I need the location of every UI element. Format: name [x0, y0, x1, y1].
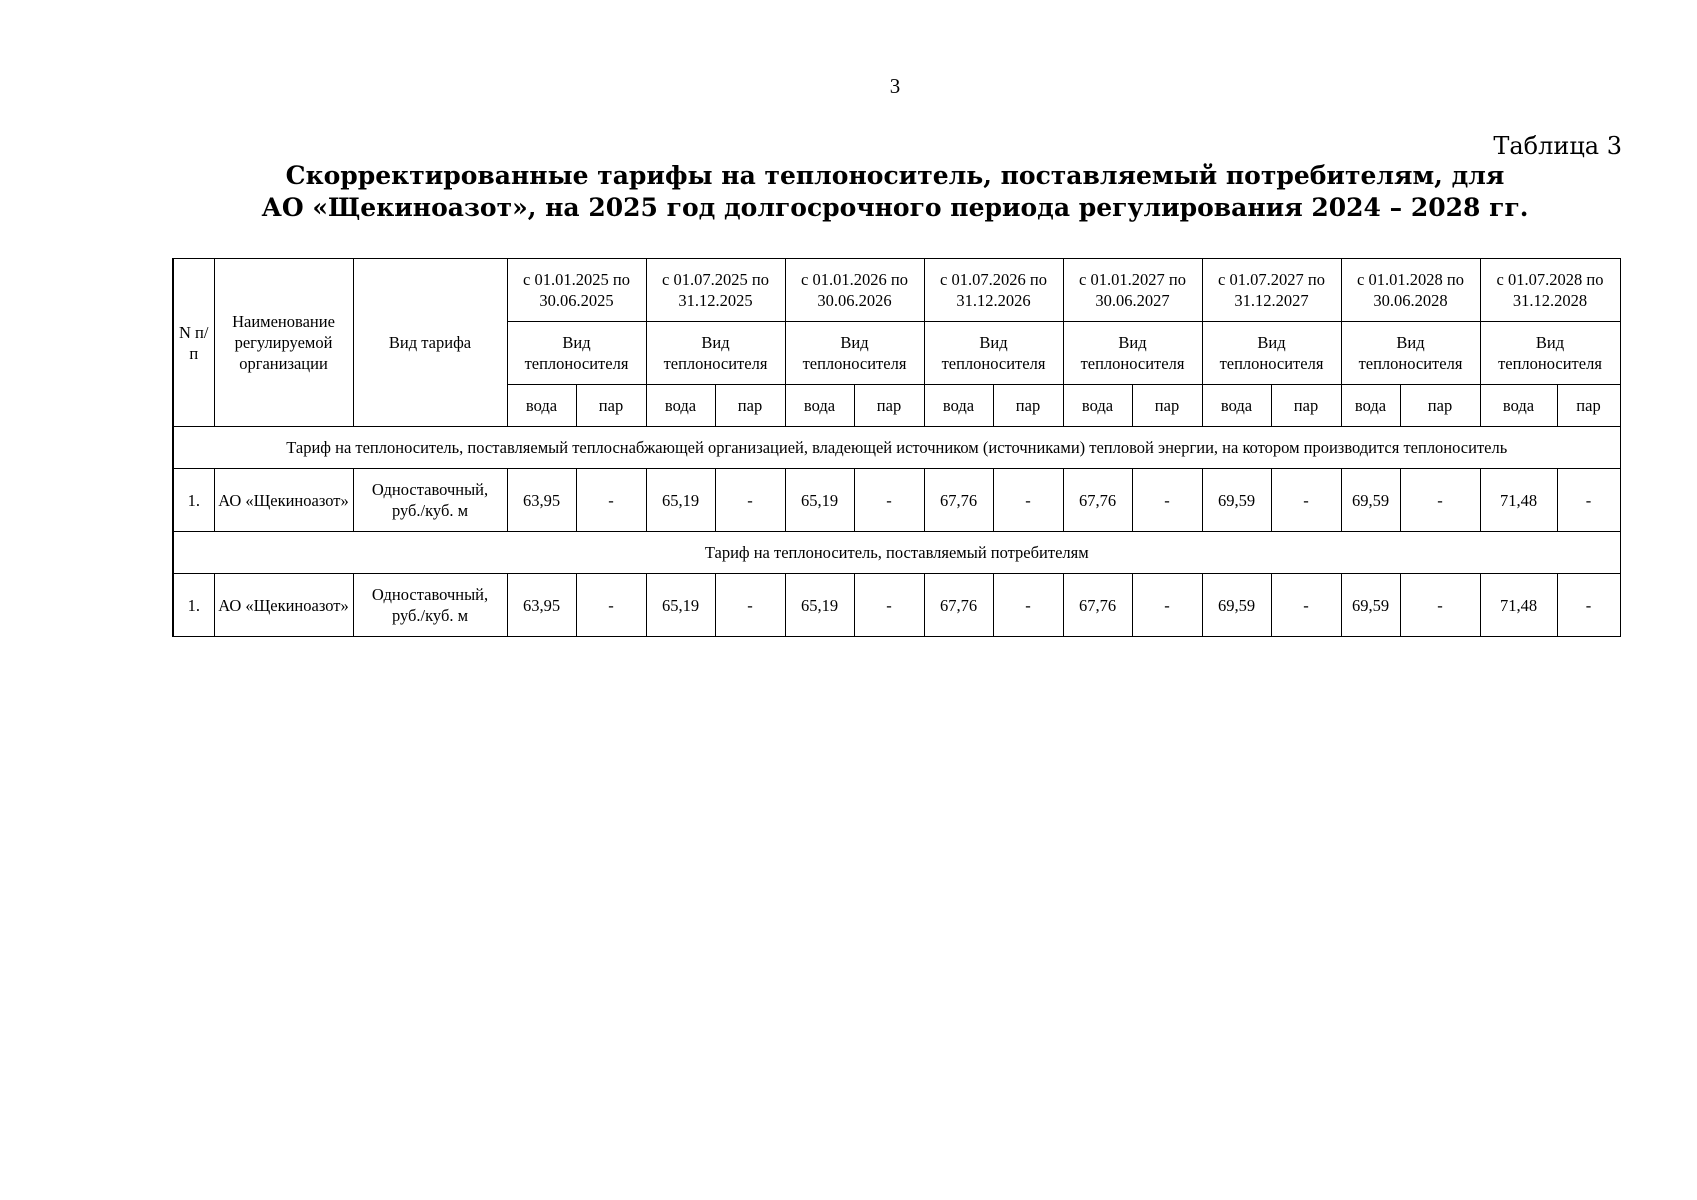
row-value: - [1400, 469, 1480, 532]
row-value: - [1132, 574, 1202, 637]
header-steam: пар [1557, 385, 1620, 427]
row-value: - [993, 574, 1063, 637]
row-value: 71,48 [1480, 574, 1557, 637]
header-water: вода [1341, 385, 1400, 427]
header-water: вода [785, 385, 854, 427]
row-value: - [1400, 574, 1480, 637]
header-water: вода [924, 385, 993, 427]
header-period: с 01.01.2025 по 30.06.2025 [507, 259, 646, 322]
section-row [173, 532, 1620, 574]
row-value: 67,76 [924, 574, 993, 637]
header-row-periods [173, 259, 1620, 322]
row-value: - [715, 469, 785, 532]
row-org: АО «Щекиноазот» [214, 574, 353, 637]
row-value: 63,95 [507, 574, 576, 637]
row-value: 65,19 [785, 469, 854, 532]
header-carrier-type: Вид теплоносителя [646, 322, 785, 385]
header-steam: пар [993, 385, 1063, 427]
section-row [173, 427, 1620, 469]
row-value: 65,19 [646, 574, 715, 637]
row-value: 69,59 [1202, 469, 1271, 532]
header-steam: пар [715, 385, 785, 427]
header-period: с 01.07.2028 по 31.12.2028 [1480, 259, 1620, 322]
row-value: - [1557, 574, 1620, 637]
row-num: 1. [173, 469, 214, 532]
row-value: - [854, 469, 924, 532]
table-row [173, 469, 1620, 532]
row-value: - [1132, 469, 1202, 532]
section-title: Тариф на теплоноситель, поставляемый потребителям [173, 532, 1620, 574]
header-org: Наименование регулируемой организации [214, 259, 353, 427]
header-period: с 01.07.2025 по 31.12.2025 [646, 259, 785, 322]
header-carrier-type: Вид теплоносителя [924, 322, 1063, 385]
title-line-2: АО «Щекиноазот», на 2025 год долгосрочного периода регулирования 2024 – 2028 гг. [261, 193, 1529, 222]
row-tariff: Одноставочный, руб./куб. м [353, 574, 507, 637]
header-water: вода [507, 385, 576, 427]
row-value: 69,59 [1202, 574, 1271, 637]
section-title: Тариф на теплоноситель, поставляемый теплоснабжающей организацией, владеющей источником (источниками) тепловой энергии, на котором производится теплоноситель [173, 427, 1620, 469]
page-number: 3 [889, 74, 901, 98]
header-carrier-type: Вид теплоносителя [1480, 322, 1620, 385]
row-tariff: Одноставочный, руб./куб. м [353, 469, 507, 532]
row-value: 69,59 [1341, 574, 1400, 637]
table-row [173, 574, 1620, 637]
header-carrier-type: Вид теплоносителя [1202, 322, 1341, 385]
header-period: с 01.01.2028 по 30.06.2028 [1341, 259, 1480, 322]
row-value: - [715, 574, 785, 637]
header-carrier-type: Вид теплоносителя [785, 322, 924, 385]
row-value: - [1271, 574, 1341, 637]
header-period: с 01.01.2026 по 30.06.2026 [785, 259, 924, 322]
header-steam: пар [1271, 385, 1341, 427]
header-carrier-type: Вид теплоносителя [507, 322, 646, 385]
row-org: АО «Щекиноазот» [214, 469, 353, 532]
header-carrier-type: Вид теплоносителя [1341, 322, 1480, 385]
row-value: 65,19 [785, 574, 854, 637]
row-value: 65,19 [646, 469, 715, 532]
header-steam: пар [1132, 385, 1202, 427]
header-water: вода [1063, 385, 1132, 427]
header-water: вода [1202, 385, 1271, 427]
header-carrier-type: Вид теплоносителя [1063, 322, 1202, 385]
row-value: - [576, 574, 646, 637]
header-period: с 01.01.2027 по 30.06.2027 [1063, 259, 1202, 322]
table-label: Таблица 3 [1493, 132, 1622, 160]
header-period: с 01.07.2026 по 31.12.2026 [924, 259, 1063, 322]
header-num: N п/п [173, 259, 214, 427]
row-value: 67,76 [1063, 469, 1132, 532]
header-steam: пар [854, 385, 924, 427]
row-value: 69,59 [1341, 469, 1400, 532]
row-value: 63,95 [507, 469, 576, 532]
tariff-table [172, 258, 1621, 637]
header-steam: пар [1400, 385, 1480, 427]
row-value: - [1557, 469, 1620, 532]
title-line-1: Скорректированные тарифы на теплоноситель, поставляемый потребителям, для [285, 161, 1505, 190]
header-steam: пар [576, 385, 646, 427]
row-value: - [854, 574, 924, 637]
header-period: с 01.07.2027 по 31.12.2027 [1202, 259, 1341, 322]
row-value: - [576, 469, 646, 532]
row-value: - [993, 469, 1063, 532]
row-value: 67,76 [1063, 574, 1132, 637]
row-value: 67,76 [924, 469, 993, 532]
row-num: 1. [173, 574, 214, 637]
header-water: вода [646, 385, 715, 427]
header-tariff-type: Вид тарифа [353, 259, 507, 427]
row-value: 71,48 [1480, 469, 1557, 532]
header-water: вода [1480, 385, 1557, 427]
row-value: - [1271, 469, 1341, 532]
document-title [0, 160, 1697, 224]
